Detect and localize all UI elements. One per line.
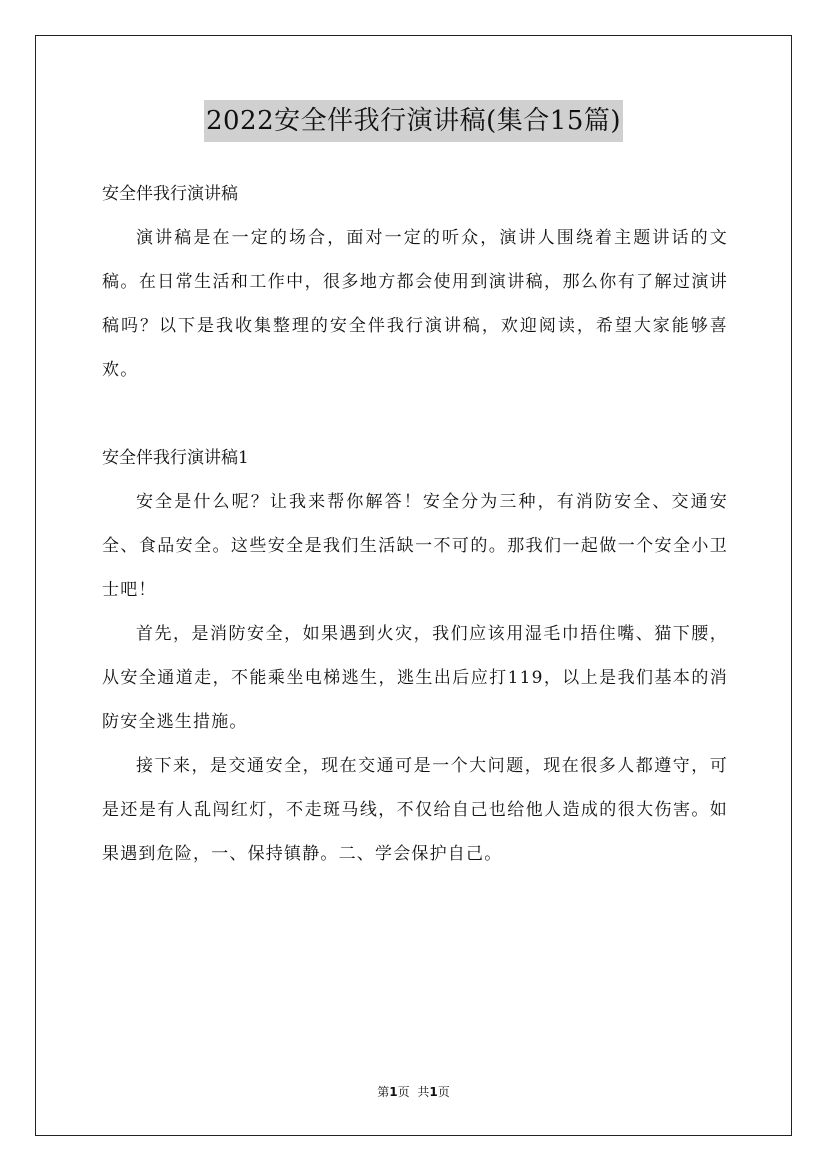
section-heading: 安全伴我行演讲稿1 — [102, 448, 249, 468]
intro-heading: 安全伴我行演讲稿 — [102, 184, 238, 204]
intro-paragraph: 演讲稿是在一定的场合，面对一定的听众，演讲人围绕着主题讲话的文稿。在日常生活和工作中，很多地方都会使用到演讲稿，那么你有了解过演讲稿吗？以下是我收集整理的安全伴我行演讲稿，欢迎阅读，希望大家能够喜欢。 — [102, 228, 728, 380]
page-prefix: 第 — [377, 1085, 390, 1099]
document-body — [102, 172, 728, 876]
document-title: 2022安全伴我行演讲稿(集合15篇) — [204, 100, 623, 142]
page-suffix: 页 — [397, 1085, 410, 1099]
page-footer — [0, 1084, 827, 1100]
body-paragraph: 首先，是消防安全，如果遇到火灾，我们应该用湿毛巾捂住嘴、猫下腰，从安全通道走，不能乘坐电梯逃生，逃生出后应打119，以上是我们基本的消防安全逃生措施。 — [102, 624, 728, 732]
title-container — [0, 100, 827, 142]
body-paragraph: 接下来，是交通安全，现在交通可是一个大问题，现在很多人都遵守，可是还是有人乱闯红灯，不走斑马线，不仅给自己也给他人造成的很大伤害。如果遇到危险，一、保持镇静。二、学会保护自己。 — [102, 756, 728, 864]
body-paragraph: 安全是什么呢？让我来帮你解答！安全分为三种，有消防安全、交通安全、食品安全。这些安全是我们生活缺一不可的。那我们一起做一个安全小卫士吧！ — [102, 492, 728, 600]
total-suffix: 页 — [437, 1085, 450, 1099]
page-number: 1 — [389, 1085, 398, 1099]
total-pages: 1 — [429, 1085, 438, 1099]
blank-line — [102, 392, 728, 436]
total-prefix: 共 — [417, 1085, 430, 1099]
